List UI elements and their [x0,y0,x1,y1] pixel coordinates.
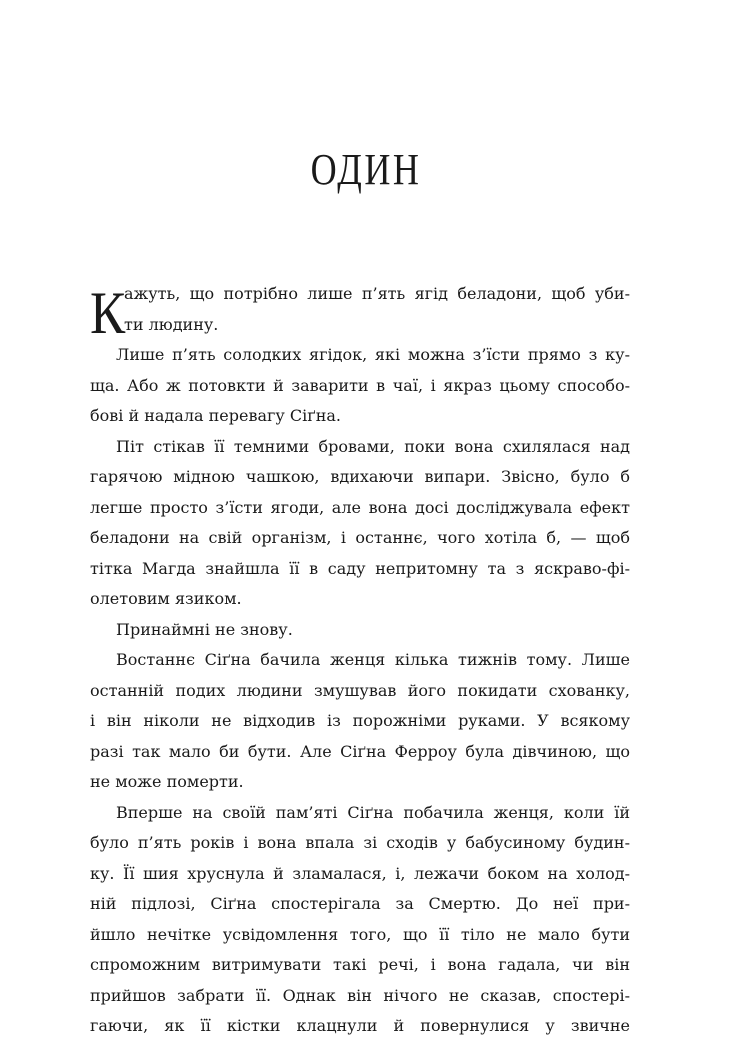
text-line: разі так мало би бути. Але Сіґна Ферроу була дівчиною, що [90,741,630,761]
text-line: ній підлозі, Сіґна спостерігала за Смертю. До неї при- [90,894,630,913]
text-line: останній подих людини змушував його покидати схованку, [90,680,630,700]
text-line: Вперше на своїй пам’яті Сіґна побачила женця, коли їй [116,802,630,822]
text-line: і він ніколи не відходив із порожніми руками. У всякому [90,711,630,730]
text-line: Востаннє Сіґна бачила женця кілька тижнів тому. Лише [116,650,630,669]
chapter-title: ОДИН [310,145,422,194]
text-line: ща. Або ж потовкти й заварити в чаї, і якраз цьому способо- [90,375,630,395]
text-line: ку. Її шия хруснула й зламалася, і, лежачи боком на холод- [90,863,630,883]
text-line: Піт стікав її темними бровами, поки вона схилялася над [116,436,630,456]
text-line: тітка Магда знайшла її в саду непритомну та з яскраво-фі- [90,558,630,578]
text-line: Принаймні не знову. [116,619,293,639]
text-line: йшло нечітке усвідомлення того, що її тіло не мало бути [90,924,630,944]
text-line: гаючи, як її кістки клацнули й повернулися у звичне [90,1016,630,1035]
text-line: спроможним витримувати такі речі, і вона гадала, чи він [90,955,630,974]
drop-cap: К [90,280,126,346]
text-line: беладони на свій організм, і останнє, чого хотіла б, — щоб [90,528,630,547]
text-line: гарячою мідною чашкою, вдихаючи випари. Звісно, було б [90,467,630,486]
text-line: Лише п’ять солодких ягідок, які можна з’їсти прямо з ку- [116,345,630,364]
text-line: було п’ять років і вона впала зі сходів у бабусиному будин- [90,833,630,852]
body-text [90,279,630,1042]
text-line: не може померти. [90,772,244,791]
text-line: ажуть, що потрібно лише п’ять ягід беладони, щоб уби- [124,284,630,303]
text-line: бові й надала перевагу Сіґна. [90,406,341,425]
text-line: олетовим язиком. [90,589,242,608]
text-line: прийшов забрати її. Однак він нічого не сказав, спостері- [90,985,630,1005]
text-line: ти людину. [124,314,219,334]
text-line: легше просто з’їсти ягоди, але вона досі досліджувала ефект [90,497,630,517]
